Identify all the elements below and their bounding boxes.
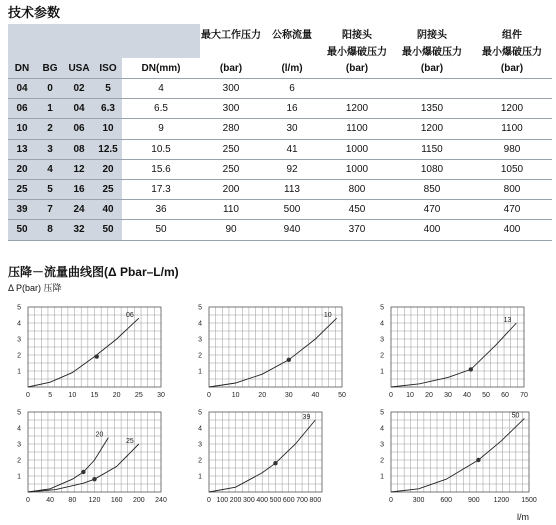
x-tick-label: 600 bbox=[440, 497, 453, 504]
y-tick-label: 1 bbox=[380, 473, 384, 481]
x-tick-label: 300 bbox=[243, 497, 255, 504]
table-cell: 2 bbox=[36, 119, 64, 139]
y-tick-label: 3 bbox=[17, 336, 21, 344]
table-cell: 800 bbox=[472, 179, 552, 199]
series-label: 39 bbox=[302, 414, 311, 421]
table-cell: 1200 bbox=[472, 99, 552, 119]
y-tick-label: 3 bbox=[198, 441, 202, 449]
x-tick-label: 25 bbox=[134, 392, 143, 399]
x-tick-label: 40 bbox=[463, 392, 471, 399]
table-cell: 3 bbox=[36, 139, 64, 159]
table-cell: 0 bbox=[36, 79, 64, 99]
table-cell: 470 bbox=[472, 200, 552, 220]
x-tick-label: 1200 bbox=[493, 497, 510, 504]
table-cell: 300 bbox=[200, 79, 262, 99]
header-cell: 最大工作压力 bbox=[201, 30, 261, 41]
y-tick-label: 5 bbox=[380, 409, 384, 417]
table-cell: 500 bbox=[262, 200, 322, 220]
x-axis-unit: l/m bbox=[517, 512, 529, 522]
table-cell: 20 bbox=[94, 159, 122, 179]
x-tick-label: 10 bbox=[406, 392, 414, 399]
table-cell: 8 bbox=[36, 220, 64, 240]
header-cell: (bar) bbox=[200, 58, 262, 79]
table-cell: 370 bbox=[322, 220, 392, 240]
table-cell: 36 bbox=[122, 200, 200, 220]
table-cell: 400 bbox=[392, 220, 472, 240]
y-tick-label: 4 bbox=[198, 425, 202, 433]
header-cell: (l/m) bbox=[262, 58, 322, 79]
table-cell: 06 bbox=[8, 99, 36, 119]
table-cell: 1200 bbox=[392, 119, 472, 139]
x-tick-label: 5 bbox=[48, 392, 53, 399]
series-label: 25 bbox=[126, 438, 134, 445]
table-cell: 1150 bbox=[392, 139, 472, 159]
table-cell: 110 bbox=[200, 200, 262, 220]
table-cell: 1200 bbox=[322, 99, 392, 119]
table-cell: 450 bbox=[322, 200, 392, 220]
data-point bbox=[476, 458, 480, 462]
y-tick-label: 2 bbox=[380, 352, 384, 360]
x-tick-label: 60 bbox=[501, 392, 509, 399]
table-cell: 200 bbox=[200, 179, 262, 199]
table-cell: 24 bbox=[64, 200, 94, 220]
header-cell: ISO bbox=[94, 58, 122, 79]
table-cell: 50 bbox=[122, 220, 200, 240]
table-cell: 1000 bbox=[322, 159, 392, 179]
series-line bbox=[28, 318, 139, 387]
x-tick-label: 10 bbox=[68, 392, 77, 399]
y-tick-label: 1 bbox=[17, 473, 21, 481]
table-cell: 7 bbox=[36, 200, 64, 220]
table-cell: 250 bbox=[200, 159, 262, 179]
x-tick-label: 100 bbox=[216, 497, 229, 504]
header-cell: 最小爆破压力 bbox=[327, 47, 387, 58]
header-cell: 阳接头 bbox=[342, 30, 372, 41]
x-tick-label: 80 bbox=[68, 497, 77, 504]
data-point bbox=[273, 461, 277, 465]
y-tick-label: 3 bbox=[17, 441, 21, 449]
table-cell: 1100 bbox=[472, 119, 552, 139]
series-label: 13 bbox=[503, 317, 512, 324]
table-cell: 980 bbox=[472, 139, 552, 159]
header-cell: DN(mm) bbox=[122, 58, 200, 79]
table-cell: 800 bbox=[322, 179, 392, 199]
x-tick-label: 120 bbox=[88, 497, 101, 504]
table-cell: 5 bbox=[36, 179, 64, 199]
table-cell: 92 bbox=[262, 159, 322, 179]
y-tick-label: 3 bbox=[380, 441, 384, 449]
y-tick-label: 4 bbox=[380, 320, 384, 328]
table-cell: 6 bbox=[262, 79, 322, 99]
x-tick-label: 200 bbox=[132, 497, 145, 504]
x-tick-label: 240 bbox=[155, 497, 167, 504]
table-cell: 280 bbox=[200, 119, 262, 139]
table-cell: 1350 bbox=[392, 99, 472, 119]
y-tick-label: 4 bbox=[198, 320, 202, 328]
x-tick-label: 0 bbox=[389, 497, 393, 504]
table-cell: 10.5 bbox=[122, 139, 200, 159]
x-tick-label: 50 bbox=[482, 392, 490, 399]
x-tick-label: 500 bbox=[269, 497, 282, 504]
x-tick-label: 50 bbox=[338, 392, 346, 399]
x-tick-label: 30 bbox=[444, 392, 452, 399]
x-tick-label: 20 bbox=[112, 392, 121, 399]
table-cell: 4 bbox=[36, 159, 64, 179]
table-cell: 17.3 bbox=[122, 179, 200, 199]
table-cell: 15.6 bbox=[122, 159, 200, 179]
header-cell: DN bbox=[8, 58, 36, 79]
header-cell: (bar) bbox=[472, 58, 552, 79]
table-cell: 41 bbox=[262, 139, 322, 159]
y-tick-label: 5 bbox=[380, 304, 384, 312]
table-cell: 13 bbox=[8, 139, 36, 159]
y-tick-label: 2 bbox=[380, 457, 384, 465]
data-point bbox=[92, 477, 96, 481]
header-cell: USA bbox=[64, 58, 94, 79]
table-cell: 1000 bbox=[322, 139, 392, 159]
x-tick-label: 900 bbox=[467, 497, 480, 504]
y-tick-label: 5 bbox=[198, 304, 202, 312]
table-cell: 5 bbox=[94, 79, 122, 99]
table-cell: 39 bbox=[8, 200, 36, 220]
table-cell: 400 bbox=[472, 220, 552, 240]
data-point bbox=[81, 470, 85, 474]
page-title: 技术参数 bbox=[8, 5, 61, 20]
table-cell: 16 bbox=[262, 99, 322, 119]
y-tick-label: 3 bbox=[380, 336, 384, 344]
x-tick-label: 0 bbox=[26, 497, 30, 504]
series-label: 10 bbox=[323, 312, 332, 320]
y-tick-label: 5 bbox=[17, 409, 21, 417]
table-cell: 1050 bbox=[472, 159, 552, 179]
x-tick-label: 0 bbox=[207, 497, 211, 504]
y-tick-label: 2 bbox=[17, 457, 21, 465]
series-label: 20 bbox=[95, 431, 104, 439]
table-cell: 1 bbox=[36, 99, 64, 119]
table-cell: 90 bbox=[200, 220, 262, 240]
y-tick-label: 4 bbox=[17, 425, 21, 433]
header-cell: 公称流量 bbox=[272, 30, 312, 41]
y-tick-label: 5 bbox=[17, 304, 21, 312]
x-tick-label: 0 bbox=[389, 392, 393, 399]
series-line bbox=[209, 318, 337, 387]
table-cell: 20 bbox=[8, 159, 36, 179]
x-tick-label: 70 bbox=[520, 392, 528, 399]
table-cell: 30 bbox=[262, 119, 322, 139]
x-tick-label: 160 bbox=[110, 497, 123, 504]
y-tick-label: 1 bbox=[380, 368, 384, 376]
table-cell: 12.5 bbox=[94, 139, 122, 159]
table-cell: 1080 bbox=[392, 159, 472, 179]
table-cell: 06 bbox=[64, 119, 94, 139]
table-cell: 940 bbox=[262, 220, 322, 240]
table-cell: 10 bbox=[8, 119, 36, 139]
header-cell: 最小爆破压力 bbox=[402, 47, 462, 58]
table-cell: 50 bbox=[94, 220, 122, 240]
table-cell: 6.3 bbox=[94, 99, 122, 119]
data-point bbox=[287, 358, 291, 362]
table-cell: 32 bbox=[64, 220, 94, 240]
table-cell: 10 bbox=[94, 119, 122, 139]
table-cell: 4 bbox=[122, 79, 200, 99]
table-cell: 40 bbox=[94, 200, 122, 220]
y-tick-label: 5 bbox=[198, 409, 202, 417]
x-tick-label: 0 bbox=[26, 392, 30, 399]
table-cell: 04 bbox=[8, 79, 36, 99]
table-cell: 470 bbox=[392, 200, 472, 220]
y-tick-label: 1 bbox=[17, 368, 21, 376]
x-tick-label: 1500 bbox=[521, 497, 537, 504]
y-tick-label: 4 bbox=[380, 425, 384, 433]
table-cell: 6.5 bbox=[122, 99, 200, 119]
series-label: 50 bbox=[511, 412, 520, 420]
series-label: 06 bbox=[126, 312, 134, 320]
header-cell: 最小爆破压力 bbox=[482, 47, 542, 58]
x-tick-label: 700 bbox=[296, 497, 308, 504]
x-tick-label: 0 bbox=[207, 392, 211, 399]
table-cell: 50 bbox=[8, 220, 36, 240]
y-tick-label: 1 bbox=[198, 368, 202, 376]
x-tick-label: 600 bbox=[282, 497, 295, 504]
y-tick-label: 4 bbox=[17, 320, 21, 328]
x-tick-label: 40 bbox=[311, 392, 320, 399]
table-cell: 25 bbox=[94, 179, 122, 199]
header-cell: 阴接头 bbox=[417, 30, 447, 41]
x-tick-label: 20 bbox=[425, 392, 433, 399]
series-line bbox=[391, 418, 524, 492]
header-cell: (bar) bbox=[392, 58, 472, 79]
table-cell: 113 bbox=[262, 179, 322, 199]
data-point bbox=[95, 354, 99, 358]
table-cell: 08 bbox=[64, 139, 94, 159]
x-tick-label: 40 bbox=[46, 497, 55, 504]
y-tick-label: 3 bbox=[198, 336, 202, 344]
x-tick-label: 400 bbox=[256, 497, 269, 504]
y-tick-label: 2 bbox=[198, 352, 202, 360]
y-axis-label: Δ P(bar) 压降 bbox=[8, 283, 62, 293]
table-cell: 04 bbox=[64, 99, 94, 119]
y-tick-label: 2 bbox=[198, 457, 202, 465]
data-point bbox=[469, 367, 473, 371]
table-cell: 12 bbox=[64, 159, 94, 179]
header-cell: BG bbox=[36, 58, 64, 79]
section-title: 压降－流量曲线图(Δ Pbar–L/m) bbox=[8, 265, 179, 279]
table-cell: 25 bbox=[8, 179, 36, 199]
header-cell: (bar) bbox=[322, 58, 392, 79]
x-tick-label: 30 bbox=[157, 392, 165, 399]
table-cell: 250 bbox=[200, 139, 262, 159]
header-cell: 组件 bbox=[502, 30, 522, 41]
x-tick-label: 300 bbox=[412, 497, 425, 504]
table-cell: 02 bbox=[64, 79, 94, 99]
table-cell: 850 bbox=[392, 179, 472, 199]
table-cell: 16 bbox=[64, 179, 94, 199]
table-cell: 300 bbox=[200, 99, 262, 119]
table-cell: 9 bbox=[122, 119, 200, 139]
y-tick-label: 2 bbox=[17, 352, 21, 360]
x-tick-label: 200 bbox=[229, 497, 242, 504]
x-tick-label: 20 bbox=[258, 392, 267, 399]
x-tick-label: 10 bbox=[231, 392, 240, 399]
x-tick-label: 15 bbox=[90, 392, 99, 399]
x-tick-label: 30 bbox=[284, 392, 293, 399]
x-tick-label: 800 bbox=[309, 497, 322, 504]
table-cell: 1100 bbox=[322, 119, 392, 139]
y-tick-label: 1 bbox=[198, 473, 202, 481]
